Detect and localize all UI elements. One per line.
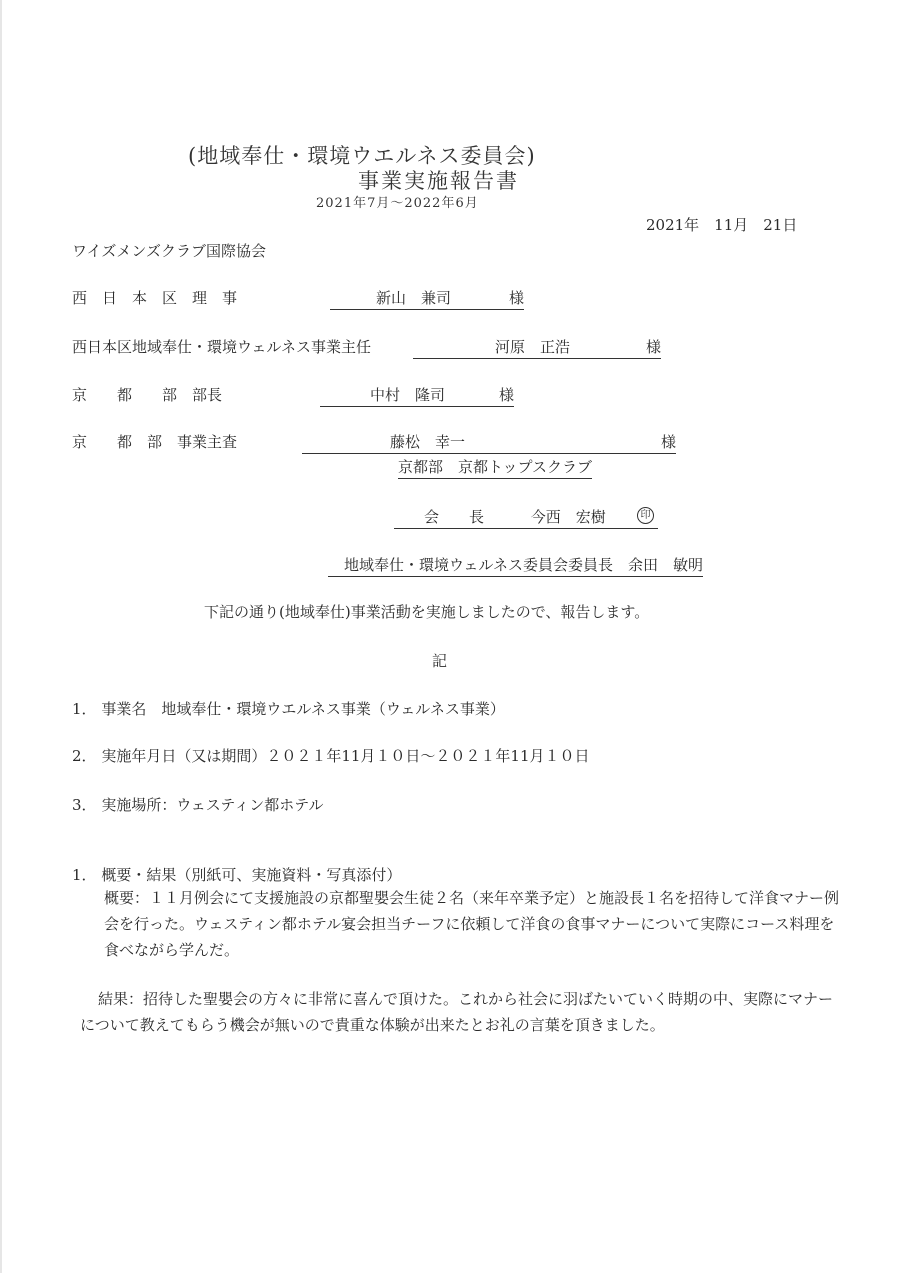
addressee-name-line [330,287,524,310]
report-period: 2021年7月〜2022年6月 [316,196,479,211]
document-title: (地域奉仕・環境ウエルネス委員会) [188,144,536,168]
item-row [72,745,590,766]
item-number: 2． [72,747,97,765]
summary-heading: 概要・結果（別紙可、実施資料・写真添付） [101,866,402,884]
item-row [72,794,323,815]
addressee-name: 新山 兼司 [376,289,452,307]
item-row [72,698,505,719]
sender-president-line [394,506,658,529]
sender-club: 京都部 京都トップスクラブ [398,456,592,479]
addressee-name-line [320,384,514,407]
committee-chair: 地域奉仕・環境ウェルネス委員会委員長 余田 敏明 [328,554,703,577]
president-role: 会 長 [424,508,485,526]
ki-heading: 記 [432,652,448,670]
addressee-role: 西日本区地域奉仕・環境ウェルネス事業主任 [72,338,371,356]
addressee-name: 河原 正浩 [495,338,571,356]
addressee-honorific: 様 [660,433,676,451]
addressee-name: 中村 隆司 [370,386,446,404]
seal-stamp-icon: 印 [637,507,654,524]
summary-overview: 概要：１１月例会にて支援施設の京都聖嬰会生徒２名（来年卒業予定）と施設長１名を招待して洋食マナー例会を行った。ウェスティン都ホテル宴会担当チーフに依頼して洋食の食事マナーについて実際にコース料理を食べながら学んだ。 [104,889,840,959]
addressee-honorific: 様 [498,386,514,404]
item-text: 実施年月日（又は期間）２０２１年11月１０日〜２０２１年11月１０日 [101,747,590,765]
intro-statement: 下記の通り(地域奉仕)事業活動を実施しましたので、報告します。 [204,603,650,621]
scan-edge [0,0,2,1273]
addressee-name-line [413,336,661,359]
addressee-name-line [302,431,676,454]
addressee-honorific: 様 [508,289,524,307]
summary-result: 結果：招待した聖嬰会の方々に非常に喜んで頂けた。これから社会に羽ばたいていく時期の中、実際にマナーについて教えてもらう機会が無いので貴重な体験が出来たとお礼の言葉を頂きました。 [80,990,834,1034]
summary-number: 1． [72,866,97,884]
document-subtitle: 事業実施報告書 [358,169,519,193]
report-date: 2021年 11月 21日 [646,216,798,234]
president-name: 今西 宏樹 [530,508,606,526]
addressee-name: 藤松 幸一 [390,433,466,451]
addressee-role: 京 都 部 部長 [72,386,223,404]
addressee-honorific: 様 [645,338,661,356]
item-text: 実施場所：ウェスティン都ホテル [101,796,324,814]
summary-heading-row [72,864,401,885]
item-number: 1． [72,700,97,718]
addressee-role: 西 日 本 区 理 事 [72,289,238,307]
addressee-role: 京 都 部 事業主査 [72,433,238,451]
organization-name: ワイズメンズクラブ国際協会 [72,242,266,260]
item-text: 事業名 地域奉仕・環境ウエルネス事業（ウェルネス事業） [101,700,505,718]
item-number: 3． [72,796,97,814]
